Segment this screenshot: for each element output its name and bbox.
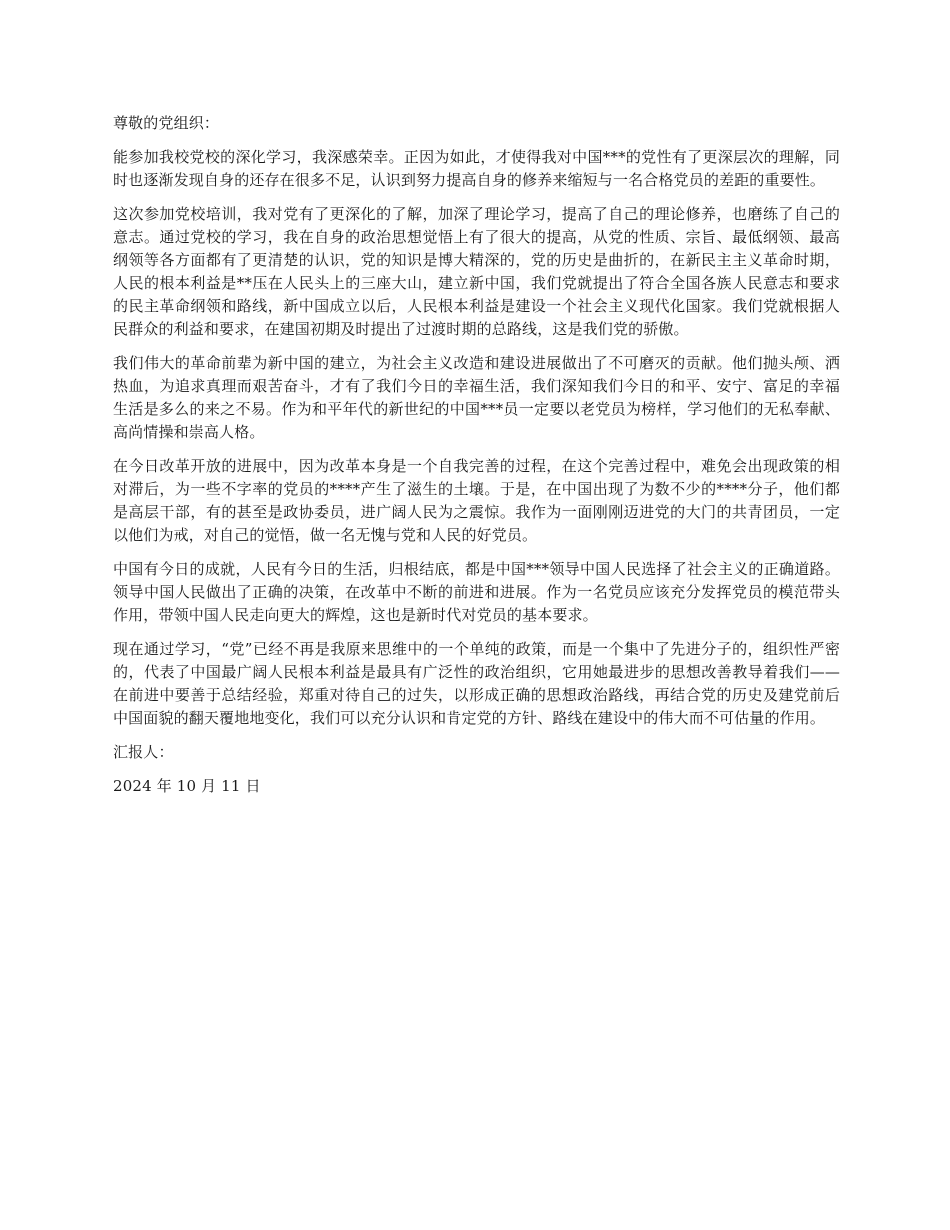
body-paragraph-5: 中国有今日的成就，人民有今日的生活，归根结底，都是中国***领导中国人民选择了社会主义的正确道路。领导中国人民做出了正确的决策，在改革中不断的前进和进展。作为一名党员应该充分发挥党员的模范带头作用，带领中国人民走向更大的辉煌，这也是新时代对党员的基本要求。 [113, 560, 840, 624]
body-paragraph-3: 我们伟大的革命前辈为新中国的建立，为社会主义改造和建设进展做出了不可磨灭的贡献。他们抛头颅、洒热血，为追求真理而艰苦奋斗，才有了我们今日的幸福生活，我们深知我们今日的和平、安宁、富足的幸福生活是多么的来之不易。作为和平年代的新世纪的中国***员一定要以老党员为榜样，学习他们的无私奉献、高尚情操和崇高人格。 [113, 354, 840, 441]
salutation: 尊敬的党组织： [113, 114, 220, 132]
letter-document [113, 112, 840, 809]
body-paragraph-4: 在今日改革开放的进展中，因为改革本身是一个自我完善的过程，在这个完善过程中，难免会出现政策的相对滞后，为一些不字率的党员的****产生了滋生的土壤。于是，在中国出现了为数不少的****分子，他们都是高层干部，有的甚至是政协委员，进广阔人民为之震惊。我作为一面刚刚迈进党的大门的共青团员，一定以他们为戒，对自己的觉悟，做一名无愧与党和人民的好党员。 [113, 457, 840, 544]
body-paragraph-1: 能参加我校党校的深化学习，我深感荣幸。正因为如此，才使得我对中国***的党性有了更深层次的理解，同时也逐渐发现自身的还存在很多不足，认识到努力提高自身的修养来缩短与一名合格党员的差距的重要性。 [113, 148, 840, 189]
body-paragraph-6: 现在通过学习，“党”已经不再是我原来思维中的一个单纯的政策，而是一个集中了先进分子的，组织性严密的，代表了中国最广阔人民根本利益是最具有广泛性的政治组织，它用她最进步的思想改善教导着我们——在前进中要善于总结经验，郑重对待自己的过失，以形成正确的思想政治路线，再结合党的历史及建党前后中国面貌的翻天覆地地变化，我们可以充分认识和肯定党的方针、路线在建设中的伟大而不可估量的作用。 [113, 640, 840, 727]
body-paragraph-2: 这次参加党校培训，我对党有了更深化的了解，加深了理论学习，提高了自己的理论修养，也磨练了自己的意志。通过党校的学习，我在自身的政治思想觉悟上有了很大的提高，从党的性质、宗旨、最低纲领、最高纲领等各方面都有了更清楚的认识，党的知识是博大精深的，党的历史是曲折的，在新民主主义革命时期，人民的根本利益是**压在人民头上的三座大山，建立新中国，我们党就提出了符合全国各族人民意志和要求的民主革命纲领和路线，新中国成立以后，人民根本利益是建设一个社会主义现代化国家。我们党就根据人民群众的利益和要求，在建国初期及时提出了过渡时期的总路线，这是我们党的骄傲。 [113, 205, 840, 338]
reporter-label: 汇报人： [113, 743, 174, 761]
report-date: 2024 年 10 月 11 日 [113, 777, 261, 795]
